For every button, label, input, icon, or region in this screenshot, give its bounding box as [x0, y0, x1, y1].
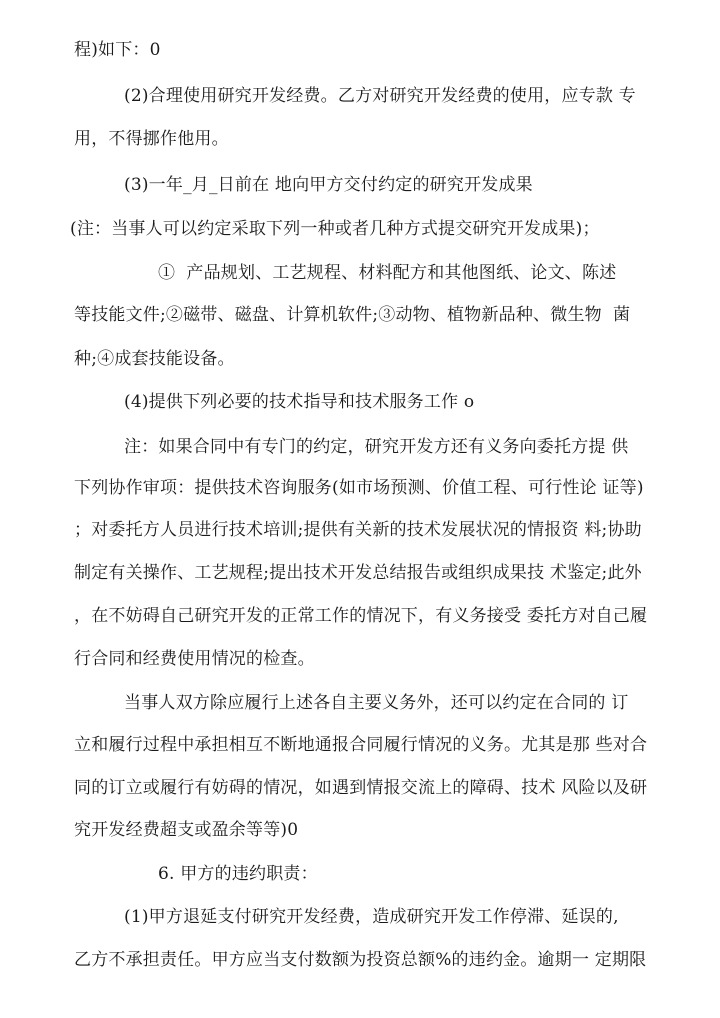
text-line: 下列协作审项：提供技术咨询服务(如市场预测、价值工程、可行性论 证等) [74, 478, 644, 498]
text-line: 注：如果合同中有专门的约定，研究开发方还有义务向委托方提 供 [124, 437, 629, 457]
text-line: 种;④成套技能设备。 [74, 349, 235, 369]
text-line: ① 产品规划、工艺规程、材料配方和其他图纸、论文、陈述 [158, 263, 617, 283]
text-line: 制定有关操作、工艺规程;提出技术开发总结报告或组织成果技 术鉴定;此外 [74, 563, 642, 583]
text-line: 乙方不承担责任。甲方应当支付数额为投资总额%的违约金。逾期一 定期限 [74, 950, 647, 970]
text-line: (1)甲方退延支付研究开发经费，造成研究开发工作停滞、延误的, [124, 907, 619, 927]
text-line: 等技能文件;②磁带、磁盘、计算机软件;③动物、植物新品种、微生物 菌 [74, 305, 631, 325]
text-line: 程)如下：0 [74, 40, 161, 60]
section-heading: 6. 甲方的违约职责： [158, 864, 318, 884]
text-line: ；对委托方人员进行技术培训;提供有关新的技术发展状况的情报资 料;协助 [74, 520, 642, 540]
text-line: 行合同和经费使用情况的检查。 [74, 649, 315, 669]
text-line: (3)一年_月_日前在 地向甲方交付约定的研究开发成果 [124, 175, 533, 195]
text-line: 当事人双方除应履行上述各自主要义务外，还可以约定在合同的 订 [124, 693, 629, 713]
text-line: 用，不得挪作他用。 [74, 129, 229, 149]
text-line: (4)提供下列必要的技术指导和技术服务工作 o [124, 392, 475, 412]
text-line: ，在不妨碍自己研究开发的正常工作的情况下，有义务接受 委托方对自己履 [74, 606, 648, 626]
text-line: (注：当事人可以约定采取下列一种或者几种方式提交研究开发成果)； [70, 219, 600, 239]
text-line: (2)合理使用研究开发经费。乙方对研究开发经费的使用，应专款 专 [124, 86, 636, 106]
text-line: 立和履行过程中承担相互不断地通报合同履行情况的义务。尤其是那 些对合 [74, 735, 648, 755]
text-line: 同的订立或履行有妨碍的情况，如遇到情报交流上的障碍、技术 风险以及研 [74, 778, 648, 798]
text-line: 究开发经费超支或盈余等等)0 [74, 820, 299, 840]
